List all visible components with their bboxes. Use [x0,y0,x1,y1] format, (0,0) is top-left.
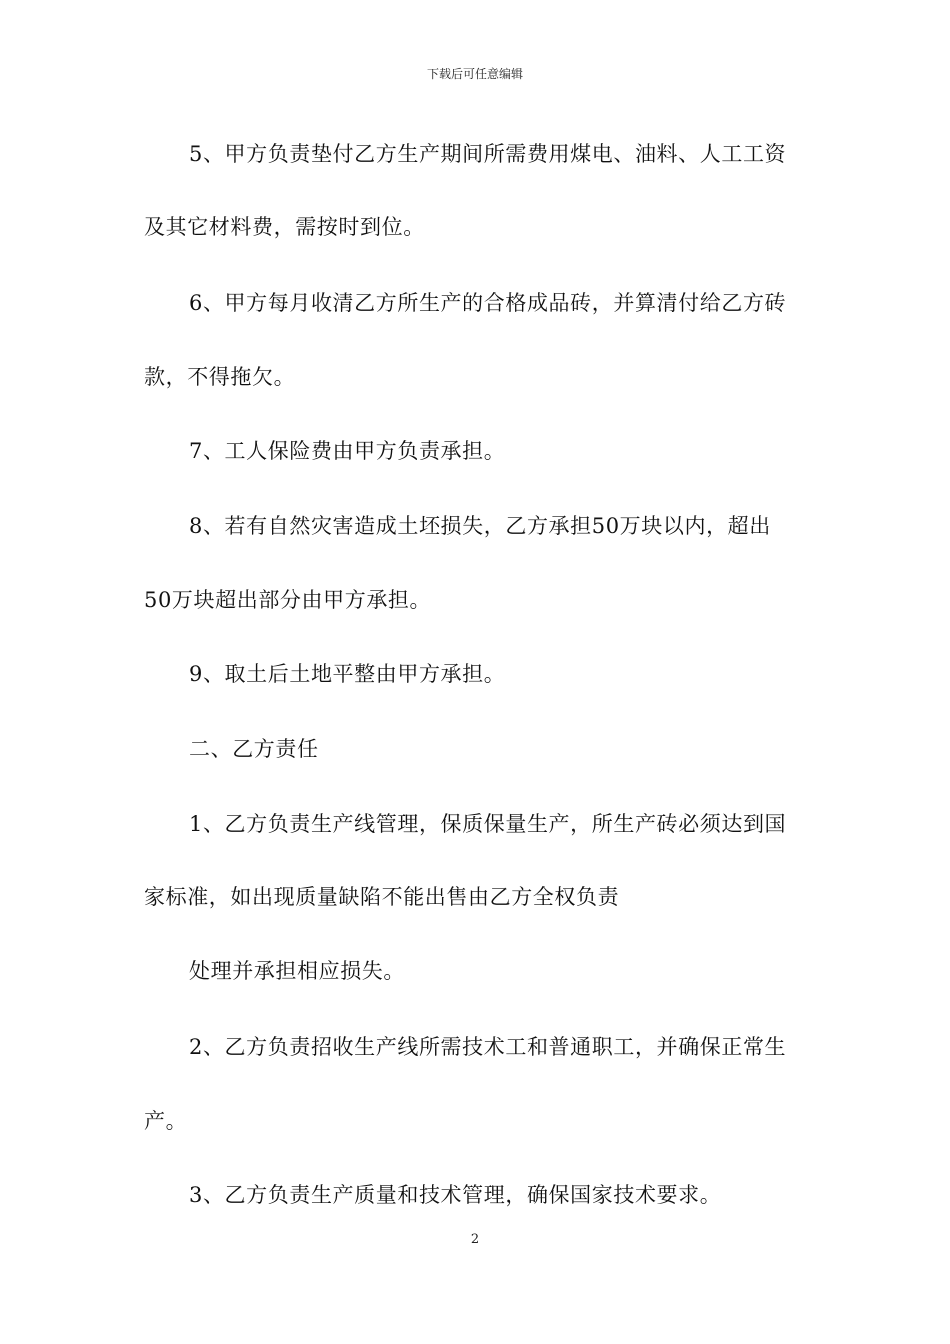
party-b-paragraph-3-line-1: 3、乙方负责生产质量和技术管理，确保国家技术要求。 [189,1183,722,1207]
paragraph-9-line-1: 9、取土后土地平整由甲方承担。 [189,662,506,686]
party-b-paragraph-2-line-2: 产。 [144,1109,188,1133]
party-b-paragraph-1-line-1: 1、乙方负责生产线管理，保质保量生产，所生产砖必须达到国 [189,812,787,836]
page-header: 下载后可任意编辑 [426,67,523,81]
paragraph-5-line-1: 5、甲方负责垫付乙方生产期间所需费用煤电、油料、人工工资 [189,142,787,166]
party-b-paragraph-1-line-2: 家标准，如出现质量缺陷不能出售由乙方全权负责 [144,885,620,909]
section-heading-party-b: 二、乙方责任 [189,737,319,761]
paragraph-8-line-2: 50万块超出部分由甲方承担。 [144,588,432,612]
page-number: 2 [470,1232,480,1247]
paragraph-6-line-2: 款，不得拖欠。 [144,365,296,389]
party-b-paragraph-1-continuation: 处理并承担相应损失。 [189,959,405,983]
paragraph-7-line-1: 7、工人保险费由甲方负责承担。 [189,439,506,463]
paragraph-6-line-1: 6、甲方每月收清乙方所生产的合格成品砖，并算清付给乙方砖 [189,291,787,315]
paragraph-5-line-2: 及其它材料费，需按时到位。 [144,215,425,239]
party-b-paragraph-2-line-1: 2、乙方负责招收生产线所需技术工和普通职工，并确保正常生 [189,1035,787,1059]
paragraph-8-line-1: 8、若有自然灾害造成土坯损失，乙方承担50万块以内，超出 [189,514,771,538]
